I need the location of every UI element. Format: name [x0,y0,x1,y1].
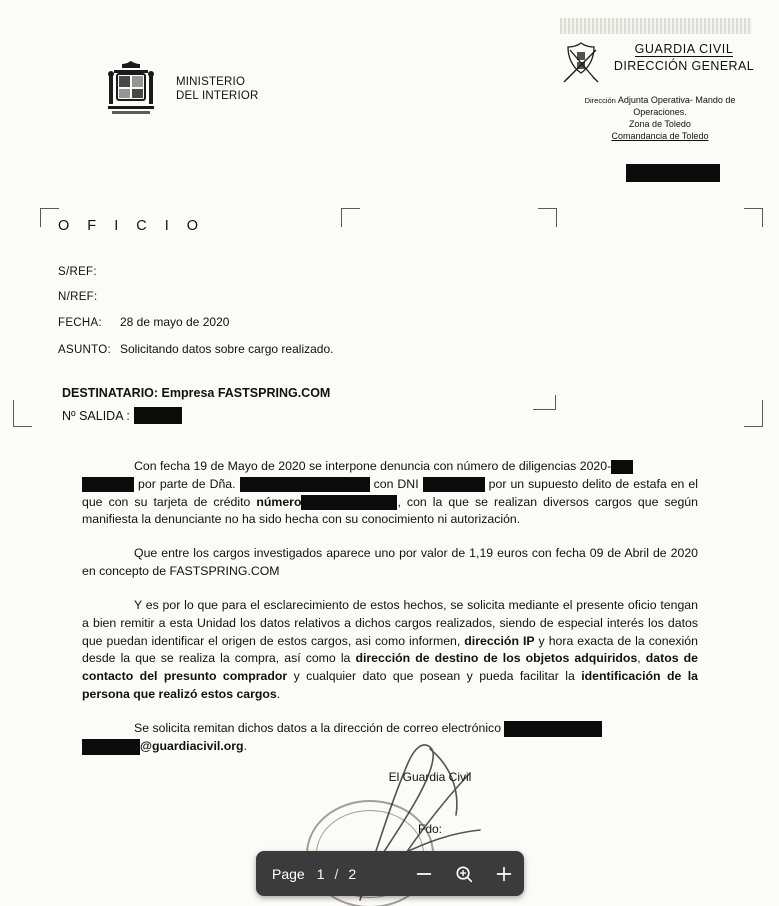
p1-text-e: número [256,494,302,509]
header-texture-bar [560,18,752,34]
salida-label: Nº SALIDA : [62,408,130,423]
redacted-dni [423,477,485,492]
paragraph-1 [82,458,698,529]
paragraph-3 [82,597,698,704]
p3-text-g: y cualquier dato que posean y pueda facilitar la [287,669,582,684]
crop-mark-top-right [744,208,763,227]
crop-mark-top-center-right [538,208,557,227]
guardia-civil-emblem-icon [560,40,602,84]
field-fecha-label: FECHA: [58,317,102,329]
minus-icon[interactable] [404,854,444,894]
p3-text-c: y hora exacta de la conexión desde la que se realiza la compra, así como la [82,633,698,666]
p3-text-a: Y es por lo que para el esclarecimiento de estos hechos, se solicita mediante el presente oficio tengan a bien remitir a esta Unidad los datos relativos a dichos cargos realizados, siendo de especial interés los datos que puedan identificar el origen de estos cargos, asi como informen, [82,597,698,648]
p1-text-a: Con fecha 19 de Mayo de 2020 se interpone denuncia con número de diligencias 2020- [134,459,612,473]
p3-text-i: . [276,687,281,702]
redacted-salida-number [134,407,182,424]
document-body [82,458,698,772]
guardia-civil-unit [560,94,760,143]
p3-bold-destino: dirección de destino de los objetos adquiridos [355,651,638,666]
guardia-civil-header [560,18,760,143]
field-asunto [58,343,333,357]
salida-row [62,407,182,424]
signature-title: El Guardia Civil [388,770,472,784]
field-sref [58,267,333,279]
current-page-number[interactable]: 1 [316,865,325,882]
guardia-civil-title: GUARDIA CIVIL [634,42,734,56]
page-title: O F I C I O [58,218,206,234]
plus-icon[interactable] [484,854,524,894]
destinatario-label: DESTINATARIO: [62,386,159,400]
p3-text-e: , [637,651,646,666]
guardia-civil-subtitle: DIRECCIÓN GENERAL [613,59,755,73]
field-fecha-value: 28 de mayo de 2020 [120,315,230,329]
ministry-line-1: MINISTERIO [176,75,246,88]
unit-line-4: Comandancia de Toledo [611,131,709,142]
p4-text-a: Se solicita remitan dichos datos a la dirección de correo electrónico [134,720,505,735]
destinatario-value: Empresa FASTSPRING.COM [161,386,331,400]
pdf-toolbar[interactable] [256,851,524,896]
destinatario-row [62,386,330,400]
p1-text-f: , con la que se realizan diversos cargos que según manifiesta la denunciante no ha sido hecha con su conocimiento ni autorización. [82,494,698,527]
redacted-unit-address [626,164,720,182]
unit-lead-label: Dirección [584,96,616,105]
p1-text-b: por parte de Dña. [134,476,240,491]
signature-fdo: Fdo: [417,822,442,836]
ministry-header [100,58,259,120]
ministry-line-2: DEL INTERIOR [176,90,259,102]
spanish-coat-of-arms-icon [100,58,162,120]
p1-text-d: por un supuesto delito de estafa en el que con su tarjeta de crédito [82,476,698,509]
crop-mark-bottom-left [13,400,32,427]
redacted-denunciante-name [240,477,370,492]
unit-line-3: Zona de Toledo [629,119,691,130]
crop-mark-top-center-left [341,208,360,227]
page-label: Page [272,865,305,882]
field-fecha [58,316,333,330]
redacted-diligencias-number [611,460,633,474]
field-sref-label: S/REF: [58,266,97,278]
p4-text-b: @guardiacivil.org [140,738,244,753]
document-fields [58,267,333,369]
field-asunto-value: Solicitando datos sobre cargo realizado. [120,341,334,356]
ministry-name [176,75,259,104]
crop-mark-bottom-right [744,400,763,427]
redacted-diligencias-number-2 [82,477,134,492]
magnifier-icon[interactable] [444,854,484,894]
p1-text-c: con DNI [369,476,423,491]
p4-text-c: . [243,738,247,753]
page-separator: / [334,865,339,882]
field-nref [58,292,333,304]
unit-line-2: Operaciones. [633,107,687,118]
p3-bold-ip: dirección IP [464,633,535,648]
redacted-card-number [301,495,397,510]
field-nref-label: N/REF: [58,290,98,303]
field-asunto-label: ASUNTO: [58,343,112,356]
paragraph-2: Que entre los cargos investigados aparece uno por valor de 1,19 euros con fecha 09 de Abril de 2020 en concepto de FASTSPRING.COM [82,546,698,579]
total-pages: 2 [348,865,357,882]
redacted-email-user [504,721,602,737]
unit-line-1: Adjunta Operativa- Mando de [617,95,736,105]
p3-bold-identificacion: identificación de la persona que realizó estos cargos [82,669,698,702]
crop-mark-top-left [40,208,59,227]
crop-mark-bottom-center [533,395,556,410]
p3-bold-contacto: datos de contacto del presunto comprador [82,651,698,684]
redacted-email-user-2 [82,739,140,755]
